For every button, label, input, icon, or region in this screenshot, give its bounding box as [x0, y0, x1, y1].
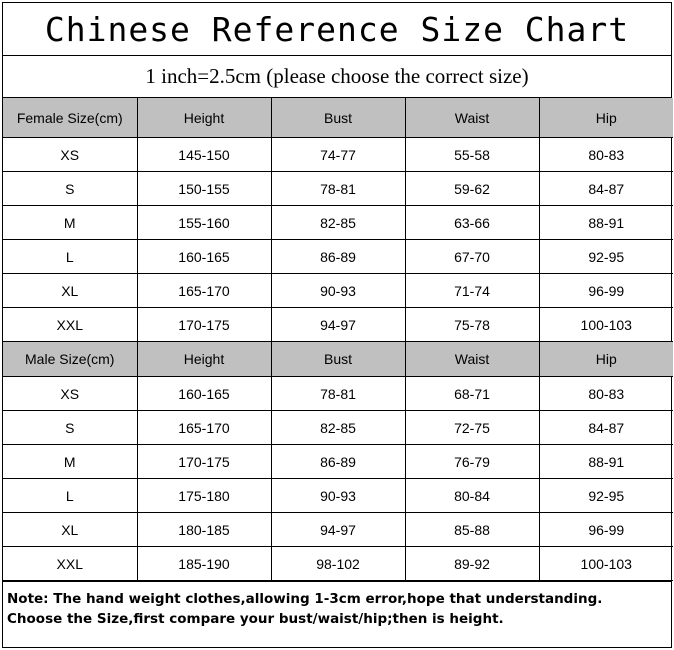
female-cell: 59-62 — [405, 172, 539, 206]
male-cell: 92-95 — [539, 479, 673, 513]
female-cell: L — [3, 240, 137, 274]
table-row — [3, 308, 673, 342]
table-row — [3, 479, 673, 513]
female-cell: 92-95 — [539, 240, 673, 274]
male-cell: 98-102 — [271, 547, 405, 581]
female-cell: 82-85 — [271, 206, 405, 240]
female-cell: XL — [3, 274, 137, 308]
table-row — [3, 206, 673, 240]
male-cell: S — [3, 411, 137, 445]
male-header-cell: Height — [137, 342, 271, 377]
female-cell: 165-170 — [137, 274, 271, 308]
male-header-cell: Male Size(cm) — [3, 342, 137, 377]
table-row — [3, 240, 673, 274]
table-row — [3, 274, 673, 308]
female-cell: 94-97 — [271, 308, 405, 342]
female-cell: 90-93 — [271, 274, 405, 308]
female-header-cell: Hip — [539, 98, 673, 138]
male-cell: 80-83 — [539, 377, 673, 411]
male-cell: 160-165 — [137, 377, 271, 411]
male-cell: 185-190 — [137, 547, 271, 581]
table-row — [3, 445, 673, 479]
female-cell: XXL — [3, 308, 137, 342]
male-cell: 84-87 — [539, 411, 673, 445]
female-cell: 170-175 — [137, 308, 271, 342]
male-cell: 86-89 — [271, 445, 405, 479]
size-chart — [2, 2, 672, 648]
male-cell: 165-170 — [137, 411, 271, 445]
table-row — [3, 377, 673, 411]
male-cell: 175-180 — [137, 479, 271, 513]
table-row — [3, 138, 673, 172]
female-cell: 71-74 — [405, 274, 539, 308]
male-header-cell: Waist — [405, 342, 539, 377]
male-cell: 85-88 — [405, 513, 539, 547]
male-cell: 82-85 — [271, 411, 405, 445]
female-cell: 160-165 — [137, 240, 271, 274]
female-cell: 75-78 — [405, 308, 539, 342]
female-header-cell: Female Size(cm) — [3, 98, 137, 138]
female-cell: 74-77 — [271, 138, 405, 172]
male-cell: 90-93 — [271, 479, 405, 513]
male-cell: 78-81 — [271, 377, 405, 411]
female-cell: XS — [3, 138, 137, 172]
male-cell: M — [3, 445, 137, 479]
female-cell: 88-91 — [539, 206, 673, 240]
female-cell: 96-99 — [539, 274, 673, 308]
note — [3, 581, 671, 629]
male-cell: 96-99 — [539, 513, 673, 547]
male-cell: XL — [3, 513, 137, 547]
table-row — [3, 411, 673, 445]
female-cell: 155-160 — [137, 206, 271, 240]
chart-subtitle: 1 inch=2.5cm (please choose the correct size) — [3, 56, 671, 98]
table-row — [3, 172, 673, 206]
female-cell: 80-83 — [539, 138, 673, 172]
size-table — [3, 98, 673, 581]
male-cell: 72-75 — [405, 411, 539, 445]
chart-title: Chinese Reference Size Chart — [3, 3, 671, 56]
female-header-cell: Bust — [271, 98, 405, 138]
male-cell: 88-91 — [539, 445, 673, 479]
male-cell: XXL — [3, 547, 137, 581]
male-cell: 68-71 — [405, 377, 539, 411]
female-cell: 145-150 — [137, 138, 271, 172]
male-header-cell: Hip — [539, 342, 673, 377]
note-line-2: Choose the Size,first compare your bust/waist/hip;then is height. — [7, 611, 504, 627]
female-cell: 78-81 — [271, 172, 405, 206]
female-cell: 67-70 — [405, 240, 539, 274]
female-cell: M — [3, 206, 137, 240]
female-header-cell: Height — [137, 98, 271, 138]
female-cell: 84-87 — [539, 172, 673, 206]
male-cell: 89-92 — [405, 547, 539, 581]
male-cell: L — [3, 479, 137, 513]
male-cell: 80-84 — [405, 479, 539, 513]
male-cell: 94-97 — [271, 513, 405, 547]
male-cell: 180-185 — [137, 513, 271, 547]
female-cell: 63-66 — [405, 206, 539, 240]
female-cell: 55-58 — [405, 138, 539, 172]
male-cell: 76-79 — [405, 445, 539, 479]
female-cell: 86-89 — [271, 240, 405, 274]
note-line-1: Note: The hand weight clothes,allowing 1-3cm error,hope that understanding. — [7, 591, 603, 607]
table-row — [3, 547, 673, 581]
female-cell: 150-155 — [137, 172, 271, 206]
female-cell: S — [3, 172, 137, 206]
male-cell: XS — [3, 377, 137, 411]
male-cell: 100-103 — [539, 547, 673, 581]
male-cell: 170-175 — [137, 445, 271, 479]
male-header-cell: Bust — [271, 342, 405, 377]
female-header-cell: Waist — [405, 98, 539, 138]
female-header-row — [3, 98, 673, 138]
table-row — [3, 513, 673, 547]
male-header-row — [3, 342, 673, 377]
female-cell: 100-103 — [539, 308, 673, 342]
size-table-body — [3, 98, 673, 581]
